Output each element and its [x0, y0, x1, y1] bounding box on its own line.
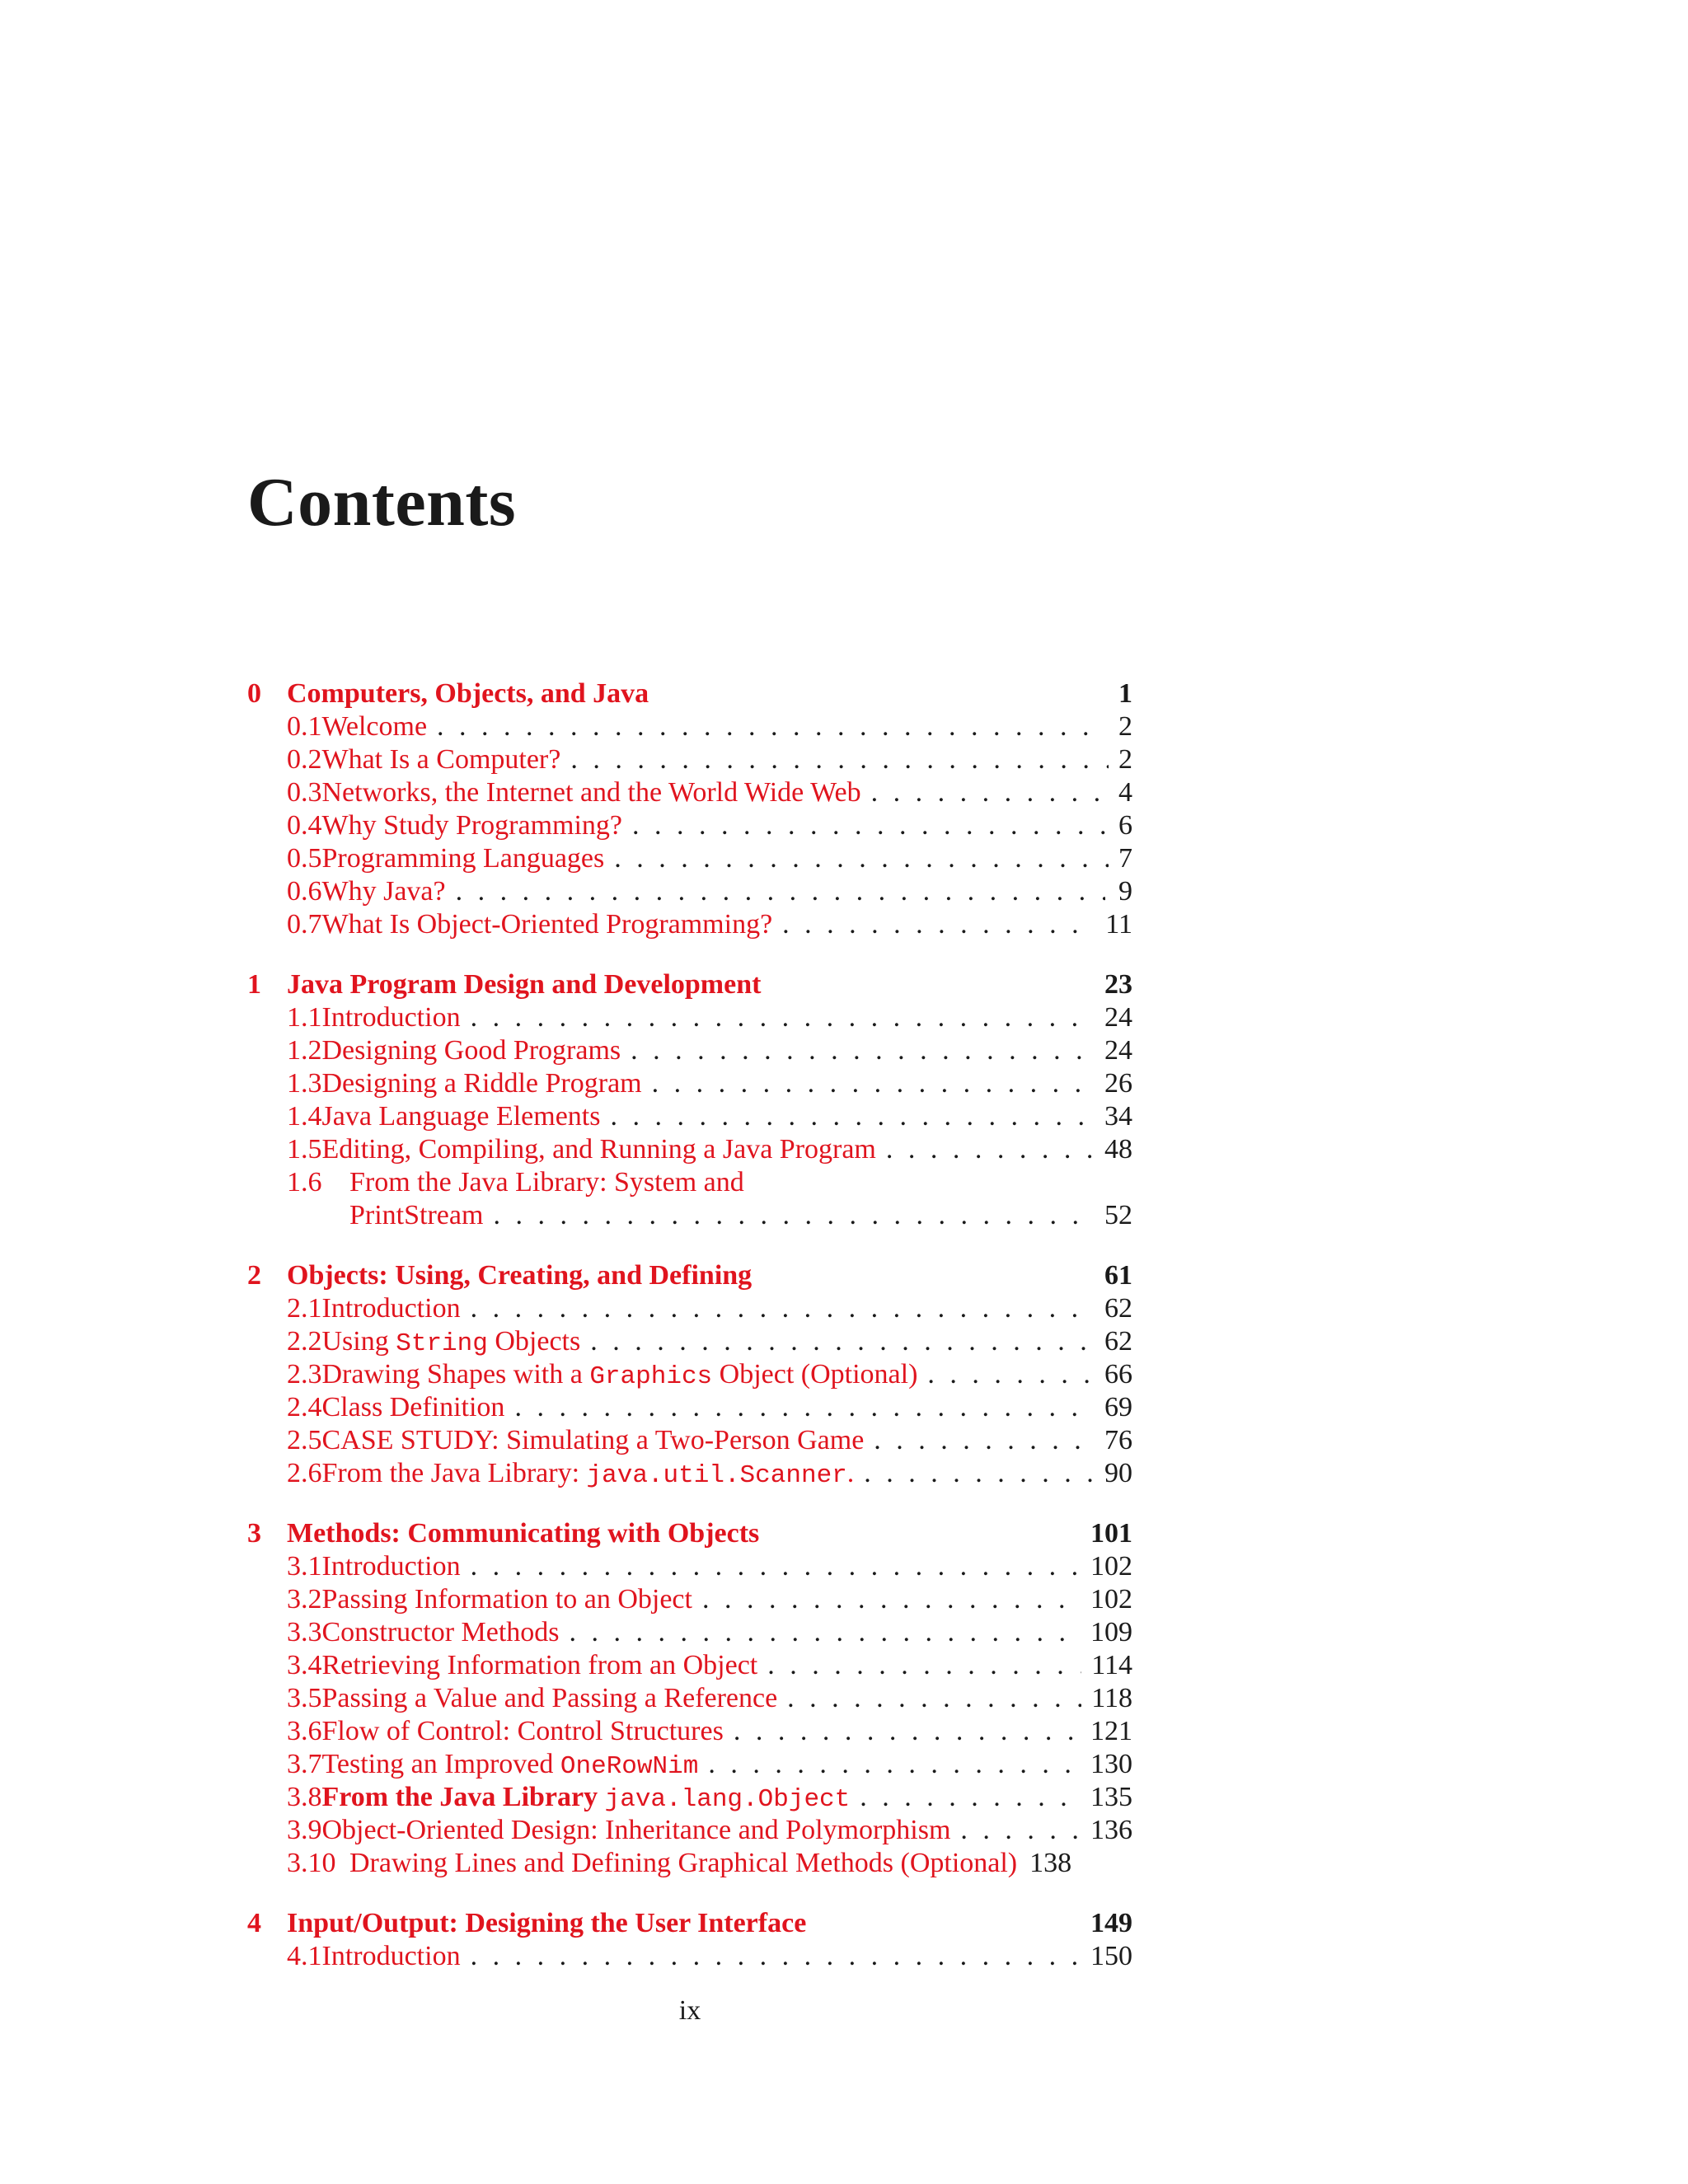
- section-page: 52: [1104, 1200, 1132, 1230]
- section-title: Passing a Value and Passing a Reference: [321, 1683, 778, 1713]
- section-title: Retrieving Information from an Object: [321, 1650, 758, 1680]
- code-term: String: [396, 1329, 488, 1358]
- section-entry[interactable]: [247, 1001, 1132, 1034]
- dot-leader: [871, 776, 1109, 809]
- section-number: 0.3: [287, 777, 322, 808]
- chapter-title: Computers, Objects, and Java: [287, 678, 649, 709]
- section-number: 3.4: [287, 1650, 322, 1680]
- section-entry[interactable]: [247, 1715, 1132, 1748]
- dot-leader: [864, 1457, 1095, 1490]
- dot-leader: [471, 1292, 1095, 1325]
- section-entry[interactable]: [247, 1847, 1132, 1880]
- table-of-contents: [247, 677, 1132, 2000]
- section-page: 121: [1090, 1716, 1132, 1746]
- section-title: Designing Good Programs: [321, 1035, 621, 1066]
- section-page: 24: [1104, 1002, 1132, 1033]
- section-number: 0.6: [287, 876, 322, 907]
- section-entry[interactable]: [247, 1550, 1132, 1583]
- chapter-2: [247, 1259, 1132, 1490]
- code-term: Graphics: [589, 1362, 713, 1391]
- section-entry[interactable]: [247, 842, 1132, 875]
- dot-leader: [614, 842, 1109, 875]
- section-number: 2.6: [287, 1458, 322, 1488]
- dot-leader: [631, 1034, 1095, 1067]
- dot-leader: [886, 1133, 1095, 1166]
- chapter-4: [247, 1907, 1132, 1973]
- chapter-page: 101: [1090, 1518, 1132, 1549]
- title-text: Drawing Shapes with a: [321, 1359, 590, 1390]
- chapter-entry[interactable]: [247, 677, 1132, 710]
- section-title: Designing a Riddle Program: [321, 1068, 642, 1099]
- section-title: CASE STUDY: Simulating a Two-Person Game: [321, 1425, 865, 1455]
- section-title: From the Java Library: System and: [349, 1167, 744, 1197]
- section-page: 62: [1104, 1293, 1132, 1324]
- dot-leader: [590, 1325, 1095, 1358]
- section-page: 130: [1090, 1749, 1132, 1779]
- section-title: Constructor Methods: [321, 1617, 560, 1647]
- section-number: 0.7: [287, 909, 322, 940]
- section-number: 3.2: [287, 1584, 322, 1615]
- section-entry[interactable]: [247, 1814, 1132, 1847]
- section-number: 2.5: [287, 1425, 322, 1455]
- section-title: [322, 1748, 699, 1783]
- dot-leader: [456, 875, 1106, 908]
- section-page: 109: [1090, 1617, 1132, 1647]
- chapter-number: 4: [247, 1908, 261, 1938]
- dot-leader: [702, 1583, 1081, 1616]
- section-page: 66: [1104, 1359, 1132, 1390]
- section-title: Why Study Programming?: [321, 810, 623, 841]
- section-number: 1.1: [287, 1002, 322, 1033]
- section-entry[interactable]: [247, 1457, 1132, 1490]
- section-number: 3.6: [287, 1716, 322, 1746]
- section-number: 2.3: [287, 1359, 322, 1390]
- section-number: 1.5: [287, 1134, 322, 1165]
- title-text: From the Java Library:: [321, 1458, 587, 1488]
- chapter-entry[interactable]: [247, 968, 1132, 1001]
- dot-leader: [514, 1391, 1095, 1424]
- section-entry[interactable]: [247, 1748, 1132, 1781]
- chapter-page: 23: [1104, 969, 1132, 1000]
- dot-leader: [960, 1814, 1081, 1847]
- section-page: 6: [1118, 810, 1132, 841]
- section-entry[interactable]: [247, 1940, 1132, 1973]
- section-entry[interactable]: [247, 1649, 1132, 1682]
- section-entry[interactable]: [247, 1424, 1132, 1457]
- dot-leader: [782, 908, 1095, 941]
- code-term: OneRowNim: [560, 1752, 699, 1781]
- section-title: Object-Oriented Design: Inheritance and Polymorphism: [321, 1815, 951, 1845]
- chapter-number: 2: [247, 1260, 261, 1291]
- section-entry[interactable]: [247, 1325, 1132, 1358]
- section-entry-continued[interactable]: [247, 1199, 1132, 1232]
- section-entry[interactable]: [247, 1583, 1132, 1616]
- chapter-entry[interactable]: [247, 1907, 1132, 1940]
- dot-leader: [874, 1424, 1095, 1457]
- section-entry[interactable]: [247, 743, 1132, 776]
- section-entry[interactable]: [247, 875, 1132, 908]
- section-page: 4: [1118, 777, 1132, 808]
- chapter-1: [247, 968, 1132, 1232]
- code-term: java.util.Scanner: [586, 1461, 847, 1490]
- section-page: 114: [1091, 1650, 1132, 1680]
- section-page: 136: [1090, 1815, 1132, 1845]
- chapter-3: [247, 1517, 1132, 1880]
- chapter-page: 149: [1090, 1908, 1132, 1938]
- section-page: 7: [1118, 843, 1132, 874]
- dot-leader: [860, 1781, 1081, 1814]
- dot-leader: [437, 710, 1105, 743]
- section-number: 0.1: [287, 711, 322, 742]
- title-text: Object (Optional): [712, 1359, 918, 1390]
- section-number: 0.4: [287, 810, 322, 841]
- dot-leader: [927, 1358, 1095, 1391]
- section-title: Passing Information to an Object: [321, 1584, 692, 1615]
- section-page: 102: [1090, 1584, 1132, 1615]
- section-title: [322, 1457, 855, 1493]
- section-title: Flow of Control: Control Structures: [321, 1716, 724, 1746]
- section-entry[interactable]: [247, 809, 1132, 842]
- section-title: Drawing Lines and Defining Graphical Methods (Optional): [349, 1848, 1018, 1878]
- section-page: 2: [1118, 744, 1132, 775]
- dot-leader: [471, 1001, 1095, 1034]
- section-entry[interactable]: [247, 776, 1132, 809]
- dot-leader: [570, 1616, 1081, 1649]
- section-entry[interactable]: [247, 1616, 1132, 1649]
- dot-leader: [632, 809, 1109, 842]
- section-entry[interactable]: [247, 1781, 1132, 1814]
- section-number: 2.1: [287, 1293, 322, 1324]
- section-number: 3.8: [287, 1782, 322, 1812]
- section-entry[interactable]: [247, 1133, 1132, 1166]
- section-entry[interactable]: [247, 1292, 1132, 1325]
- chapter-page: 1: [1118, 678, 1132, 709]
- dot-leader: [652, 1067, 1095, 1100]
- section-title: Programming Languages: [321, 843, 605, 874]
- dot-leader: [767, 1649, 1081, 1682]
- dot-leader: [610, 1100, 1095, 1133]
- chapter-title: Methods: Communicating with Objects: [287, 1518, 760, 1549]
- section-entry[interactable]: [247, 1034, 1132, 1067]
- section-entry[interactable]: [247, 1391, 1132, 1424]
- section-page: 76: [1104, 1425, 1132, 1455]
- section-page: 118: [1091, 1683, 1132, 1713]
- section-entry[interactable]: [247, 1067, 1132, 1100]
- section-number: 1.6: [287, 1167, 322, 1197]
- section-title: Welcome: [321, 711, 428, 742]
- section-title: Class Definition: [321, 1392, 505, 1422]
- chapter-title: Input/Output: Designing the User Interface: [287, 1908, 807, 1938]
- section-number: 0.5: [287, 843, 322, 874]
- title-text-bold: From the Java Library: [321, 1782, 598, 1812]
- section-entry[interactable]: [247, 908, 1132, 941]
- section-title: Networks, the Internet and the World Wide Web: [321, 777, 861, 808]
- section-number: 2.4: [287, 1392, 322, 1422]
- section-title: [322, 1781, 851, 1816]
- code-term: java.lang.Object: [604, 1785, 851, 1814]
- section-entry[interactable]: [247, 1358, 1132, 1391]
- dot-leader: [787, 1682, 1081, 1715]
- section-page: 34: [1104, 1101, 1132, 1132]
- section-page: 9: [1118, 876, 1132, 907]
- section-page: 138: [1029, 1848, 1072, 1878]
- dot-leader: [471, 1550, 1081, 1583]
- section-entry[interactable]: [247, 1100, 1132, 1133]
- section-page: 135: [1090, 1782, 1132, 1812]
- chapter-title: Java Program Design and Development: [287, 969, 762, 1000]
- title-text: Using: [321, 1326, 396, 1357]
- dot-leader: [734, 1715, 1081, 1748]
- section-title: What Is a Computer?: [321, 744, 561, 775]
- dot-leader: [471, 1940, 1081, 1973]
- title-text: Objects: [487, 1326, 581, 1357]
- section-number: 1.2: [287, 1035, 322, 1066]
- section-title-continued: PrintStream: [349, 1200, 484, 1230]
- title-text: .: [846, 1458, 855, 1488]
- chapter-page: 61: [1104, 1260, 1132, 1291]
- section-number: 1.3: [287, 1068, 322, 1099]
- section-number: 3.10: [287, 1848, 336, 1878]
- chapter-number: 1: [247, 969, 261, 1000]
- section-page: 150: [1090, 1941, 1132, 1971]
- section-entry[interactable]: [247, 710, 1132, 743]
- section-title: Introduction: [321, 1002, 461, 1033]
- section-number: 3.9: [287, 1815, 322, 1845]
- page-number: ix: [678, 1995, 701, 2026]
- section-title: Introduction: [321, 1941, 461, 1971]
- section-page: 69: [1104, 1392, 1132, 1422]
- section-number: 4.1: [287, 1941, 322, 1971]
- chapter-entry[interactable]: [247, 1517, 1132, 1550]
- section-page: 2: [1118, 711, 1132, 742]
- title-text: Testing an Improved: [321, 1749, 560, 1779]
- section-page: 26: [1104, 1068, 1132, 1099]
- chapter-number: 3: [247, 1518, 261, 1549]
- page-title: Contents: [247, 464, 517, 541]
- section-title: [322, 1325, 581, 1361]
- section-title: [322, 1358, 918, 1394]
- section-page: 62: [1104, 1326, 1132, 1357]
- section-number: 3.3: [287, 1617, 322, 1647]
- section-number: 1.4: [287, 1101, 322, 1132]
- section-title: Java Language Elements: [321, 1101, 601, 1132]
- section-title: Introduction: [321, 1293, 461, 1324]
- section-title: Why Java?: [321, 876, 446, 907]
- section-number: 3.5: [287, 1683, 322, 1713]
- section-title: Introduction: [321, 1551, 461, 1582]
- section-page: 24: [1104, 1035, 1132, 1066]
- chapter-0: [247, 677, 1132, 941]
- section-entry[interactable]: [247, 1682, 1132, 1715]
- dot-leader: [708, 1748, 1081, 1781]
- section-title: Editing, Compiling, and Running a Java Program: [321, 1134, 876, 1165]
- section-number: 0.2: [287, 744, 322, 775]
- chapter-number: 0: [247, 678, 261, 709]
- section-page: 102: [1090, 1551, 1132, 1582]
- chapter-title: Objects: Using, Creating, and Defining: [287, 1260, 753, 1291]
- section-number: 3.1: [287, 1551, 322, 1582]
- chapter-entry[interactable]: [247, 1259, 1132, 1292]
- section-page: 11: [1105, 909, 1132, 940]
- section-title: What Is Object-Oriented Programming?: [321, 909, 773, 940]
- section-page: 90: [1104, 1458, 1132, 1488]
- section-number: 3.7: [287, 1749, 322, 1779]
- dot-leader: [570, 743, 1109, 776]
- section-entry[interactable]: [247, 1166, 1132, 1199]
- section-page: 48: [1104, 1134, 1132, 1165]
- dot-leader: [493, 1199, 1095, 1232]
- section-number: 2.2: [287, 1326, 322, 1357]
